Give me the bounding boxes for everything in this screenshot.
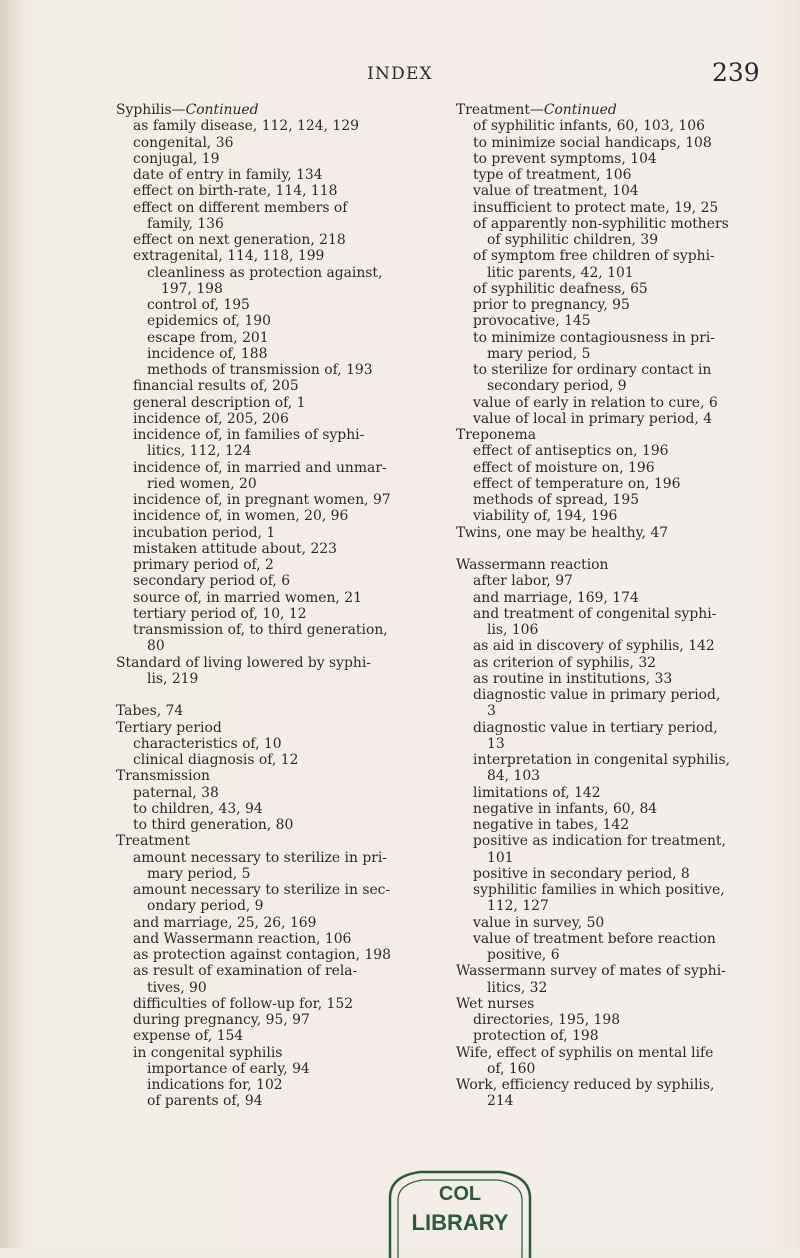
index-entry-text: amount necessary to sterilize in sec- bbox=[133, 882, 391, 898]
index-subentry bbox=[116, 1045, 434, 1061]
index-entry-text: to children, 43, 94 bbox=[133, 800, 263, 817]
index-subentry bbox=[456, 1028, 766, 1044]
stamp-arc-label: COL bbox=[438, 1183, 482, 1205]
index-subentry bbox=[456, 655, 766, 671]
index-subentry bbox=[116, 541, 434, 557]
index-subentry bbox=[456, 671, 766, 687]
index-subentry bbox=[456, 492, 766, 508]
page-number: 239 bbox=[712, 58, 760, 87]
index-entry-text: mary period, 5 bbox=[487, 345, 591, 362]
index-subentry bbox=[456, 866, 766, 882]
index-subentry bbox=[456, 167, 766, 183]
index-entry-text: secondary period of, 6 bbox=[133, 573, 291, 590]
index-subentry bbox=[456, 915, 766, 931]
index-subentry bbox=[456, 476, 766, 492]
index-subentry bbox=[456, 1061, 766, 1077]
index-subentry bbox=[116, 752, 434, 768]
index-subentry bbox=[116, 638, 434, 654]
index-entry-text: tertiary period of, 10, 12 bbox=[133, 605, 307, 622]
index-subentry bbox=[456, 801, 766, 817]
index-subentry bbox=[456, 330, 766, 346]
index-subentry bbox=[116, 135, 434, 151]
index-subentry bbox=[116, 866, 434, 882]
index-subentry bbox=[456, 118, 766, 134]
index-subentry bbox=[116, 427, 434, 443]
index-entry-text: negative in tabes, 142 bbox=[473, 817, 630, 833]
index-entry-text: 84, 103 bbox=[487, 768, 541, 785]
index-subentry bbox=[116, 557, 434, 573]
index-entry-text: incubation period, 1 bbox=[133, 524, 276, 541]
index-entry-text: of parents of, 94 bbox=[147, 1093, 263, 1110]
index-entry-text: limitations of, 142 bbox=[473, 784, 601, 801]
index-entry-text: methods of transmission of, 193 bbox=[147, 362, 373, 378]
index-entry-text: syphilitic families in which positive, bbox=[473, 882, 725, 898]
index-entry-text: litics, 32 bbox=[487, 979, 548, 996]
index-entry-text: Wife, effect of syphilis on mental life bbox=[456, 1044, 714, 1061]
index-subentry bbox=[456, 313, 766, 329]
index-heading bbox=[456, 427, 766, 443]
index-subentry bbox=[116, 590, 434, 606]
index-entry-text: of symptom free children of syphi- bbox=[473, 248, 715, 265]
index-entry-text: tives, 90 bbox=[147, 979, 207, 996]
index-subentry bbox=[116, 118, 434, 134]
index-entry-text: value of treatment, 104 bbox=[473, 183, 639, 200]
index-subentry bbox=[456, 200, 766, 216]
index-entry-text: cleanliness as protection against, bbox=[147, 264, 383, 281]
index-entry-text: Treatment— bbox=[456, 102, 544, 118]
index-subentry bbox=[116, 395, 434, 411]
index-entry-text: control of, 195 bbox=[147, 297, 250, 313]
index-subentry bbox=[116, 200, 434, 216]
index-entry-text: and marriage, 169, 174 bbox=[473, 589, 639, 606]
index-subentry bbox=[456, 265, 766, 281]
section-gap bbox=[116, 687, 434, 703]
index-entry-text: characteristics of, 10 bbox=[133, 735, 282, 752]
index-entry-text: 3 bbox=[487, 703, 496, 720]
index-entry-text: effect on birth-rate, 114, 118 bbox=[133, 183, 338, 200]
index-entry-text: Tertiary period bbox=[116, 719, 222, 736]
index-entry-text: importance of early, 94 bbox=[147, 1060, 310, 1077]
index-entry-text: insufficient to protect mate, 19, 25 bbox=[473, 199, 719, 216]
index-entry-text: 101 bbox=[487, 849, 514, 866]
index-entry-text: ondary period, 9 bbox=[147, 898, 264, 915]
index-subentry bbox=[116, 817, 434, 833]
index-entry-text: paternal, 38 bbox=[133, 784, 219, 801]
index-heading bbox=[456, 963, 766, 979]
index-subentry bbox=[456, 395, 766, 411]
index-subentry bbox=[456, 346, 766, 362]
index-entry-text: in congenital syphilis bbox=[133, 1044, 283, 1061]
index-entry-text: positive, 6 bbox=[487, 947, 560, 963]
index-entry-text: viability of, 194, 196 bbox=[473, 508, 618, 525]
index-entry-text: Twins, one may be healthy, 47 bbox=[456, 524, 669, 541]
index-entry-text: mistaken attitude about, 223 bbox=[133, 540, 337, 557]
index-subentry bbox=[116, 606, 434, 622]
index-entry-text: lis, 106 bbox=[487, 622, 539, 638]
index-subentry bbox=[116, 980, 434, 996]
index-subentry bbox=[456, 411, 766, 427]
index-entry-text: as routine in institutions, 33 bbox=[473, 670, 673, 687]
index-subentry bbox=[456, 931, 766, 947]
index-entry-text: of, 160 bbox=[487, 1060, 536, 1077]
index-entry-text: value of treatment before reaction bbox=[473, 930, 716, 947]
index-subentry bbox=[456, 833, 766, 849]
index-heading bbox=[116, 833, 434, 849]
index-heading bbox=[116, 655, 434, 671]
index-entry-text: lis, 219 bbox=[147, 670, 199, 687]
index-subentry bbox=[116, 411, 434, 427]
index-entry-text: incidence of, 205, 206 bbox=[133, 410, 289, 427]
index-entry-text: as aid in discovery of syphilis, 142 bbox=[473, 638, 715, 655]
index-subentry bbox=[456, 606, 766, 622]
index-subentry bbox=[116, 850, 434, 866]
index-entry-text: to minimize social handicaps, 108 bbox=[473, 134, 712, 151]
index-entry-text: ried women, 20 bbox=[147, 475, 257, 492]
index-entry-text: type of treatment, 106 bbox=[473, 167, 632, 183]
index-column-right bbox=[456, 102, 766, 1110]
index-entry-text: of apparently non-syphilitic mothers bbox=[473, 215, 729, 232]
index-entry-text: Transmission bbox=[116, 768, 210, 785]
index-subentry bbox=[456, 817, 766, 833]
index-heading bbox=[116, 703, 434, 719]
index-subentry bbox=[116, 362, 434, 378]
index-entry-text: effect of moisture on, 196 bbox=[473, 459, 655, 476]
index-heading bbox=[456, 102, 766, 118]
index-subentry bbox=[116, 476, 434, 492]
index-subentry bbox=[116, 297, 434, 313]
index-heading bbox=[456, 557, 766, 573]
index-entry-text: 197, 198 bbox=[161, 280, 223, 297]
index-heading bbox=[456, 1045, 766, 1061]
index-entry-text: diagnostic value in primary period, bbox=[473, 687, 721, 703]
index-subentry bbox=[456, 736, 766, 752]
index-entry-text: incidence of, in pregnant women, 97 bbox=[133, 492, 391, 508]
index-subentry bbox=[456, 378, 766, 394]
index-entry-text: methods of spread, 195 bbox=[473, 492, 640, 508]
index-entry-text: general description of, 1 bbox=[133, 394, 306, 411]
section-gap bbox=[456, 541, 766, 557]
index-subentry bbox=[116, 183, 434, 199]
index-subentry bbox=[116, 216, 434, 232]
index-entry-text: Treponema bbox=[456, 427, 536, 443]
index-entry-text: as protection against contagion, 198 bbox=[133, 947, 391, 963]
index-entry-text: interpretation in congenital syphilis, bbox=[473, 752, 730, 768]
index-heading bbox=[456, 525, 766, 541]
index-entry-text: mary period, 5 bbox=[147, 865, 251, 882]
index-subentry bbox=[456, 850, 766, 866]
index-subentry bbox=[456, 622, 766, 638]
index-subentry bbox=[456, 687, 766, 703]
index-entry-text: Treatment bbox=[116, 833, 190, 850]
stamp-label: LIBRARY bbox=[411, 1210, 509, 1235]
index-subentry bbox=[116, 931, 434, 947]
index-entry-text: positive in secondary period, 8 bbox=[473, 865, 690, 882]
index-entry-text: 13 bbox=[487, 735, 505, 752]
index-entry-text: Wassermann survey of mates of syphi- bbox=[456, 963, 726, 980]
index-subentry bbox=[456, 216, 766, 232]
index-entry-text: conjugal, 19 bbox=[133, 150, 220, 167]
index-entry-text: and marriage, 25, 26, 169 bbox=[133, 914, 317, 931]
index-subentry bbox=[116, 525, 434, 541]
index-subentry bbox=[456, 508, 766, 524]
index-subentry bbox=[456, 232, 766, 248]
index-subentry bbox=[116, 898, 434, 914]
index-subentry bbox=[116, 265, 434, 281]
index-entry-text: incidence of, in families of syphi- bbox=[133, 427, 365, 443]
index-subentry bbox=[116, 151, 434, 167]
index-column-left bbox=[116, 102, 434, 1110]
index-subentry bbox=[116, 508, 434, 524]
index-subentry bbox=[116, 1012, 434, 1028]
index-subentry bbox=[456, 1012, 766, 1028]
index-entry-text: diagnostic value in tertiary period, bbox=[473, 719, 718, 736]
index-subentry bbox=[116, 281, 434, 297]
index-entry-text: of syphilitic deafness, 65 bbox=[473, 280, 648, 297]
index-subentry bbox=[116, 785, 434, 801]
index-subentry bbox=[456, 1093, 766, 1109]
index-subentry bbox=[456, 638, 766, 654]
index-entry-text: of syphilitic infants, 60, 103, 106 bbox=[473, 118, 705, 135]
index-entry-text: escape from, 201 bbox=[147, 329, 269, 346]
index-entry-text: prior to pregnancy, 95 bbox=[473, 297, 630, 313]
running-head: INDEX bbox=[367, 64, 433, 84]
index-entry-text: of syphilitic children, 39 bbox=[487, 232, 659, 248]
index-subentry bbox=[116, 801, 434, 817]
index-subentry bbox=[116, 1077, 434, 1093]
index-entry-text: congenital, 36 bbox=[133, 134, 234, 151]
index-entry-text: litic parents, 42, 101 bbox=[487, 264, 634, 281]
index-entry-text: value in survey, 50 bbox=[473, 914, 605, 931]
index-entry-text: epidemics of, 190 bbox=[147, 313, 271, 330]
continued-label: Continued bbox=[543, 102, 617, 118]
index-subentry bbox=[116, 232, 434, 248]
index-entry-text: clinical diagnosis of, 12 bbox=[133, 752, 299, 768]
index-entry-text: to prevent symptoms, 104 bbox=[473, 150, 657, 167]
index-entry-text: to minimize contagiousness in pri- bbox=[473, 329, 715, 346]
page-spine-shadow bbox=[0, 0, 22, 1248]
index-entry-text: incidence of, 188 bbox=[147, 345, 268, 362]
index-entry-text: protection of, 198 bbox=[473, 1028, 599, 1045]
index-heading bbox=[116, 720, 434, 736]
index-entry-text: Standard of living lowered by syphi- bbox=[116, 654, 371, 671]
index-subentry bbox=[116, 460, 434, 476]
index-entry-text: effect on different members of bbox=[133, 199, 348, 216]
index-entry-text: extragenital, 114, 118, 199 bbox=[133, 248, 325, 265]
index-entry-text: and treatment of congenital syphi- bbox=[473, 605, 717, 622]
index-subentry bbox=[456, 768, 766, 784]
index-entry-text: as family disease, 112, 124, 129 bbox=[133, 118, 359, 135]
index-subentry bbox=[456, 362, 766, 378]
index-subentry bbox=[116, 346, 434, 362]
index-subentry bbox=[116, 882, 434, 898]
index-subentry bbox=[456, 135, 766, 151]
index-subentry bbox=[116, 492, 434, 508]
index-subentry bbox=[456, 297, 766, 313]
index-entry-text: negative in infants, 60, 84 bbox=[473, 800, 658, 817]
index-subentry bbox=[456, 785, 766, 801]
index-subentry bbox=[456, 460, 766, 476]
index-subentry bbox=[116, 963, 434, 979]
index-entry-text: effect of antiseptics on, 196 bbox=[473, 443, 669, 460]
index-heading bbox=[456, 996, 766, 1012]
index-entry-text: effect of temperature on, 196 bbox=[473, 475, 681, 492]
index-entry-text: primary period of, 2 bbox=[133, 557, 274, 573]
library-stamp bbox=[360, 1158, 560, 1258]
index-subentry bbox=[116, 443, 434, 459]
index-entry-text: 112, 127 bbox=[487, 898, 549, 915]
index-subentry bbox=[456, 898, 766, 914]
index-entry-text: secondary period, 9 bbox=[487, 378, 627, 395]
index-heading bbox=[116, 102, 434, 118]
index-entry-text: 80 bbox=[147, 638, 165, 655]
index-entry-text: Tabes, 74 bbox=[116, 703, 184, 720]
index-subentry bbox=[456, 248, 766, 264]
index-entry-text: financial results of, 205 bbox=[133, 378, 299, 395]
index-entry-text: incidence of, in women, 20, 96 bbox=[133, 508, 349, 525]
index-entry-text: positive as indication for treatment, bbox=[473, 833, 726, 850]
index-entry-text: value of local in primary period, 4 bbox=[473, 410, 713, 427]
index-entry-text: Work, efficiency reduced by syphilis, bbox=[456, 1077, 715, 1093]
index-subentry bbox=[116, 167, 434, 183]
index-subentry bbox=[456, 151, 766, 167]
index-entry-text: provocative, 145 bbox=[473, 313, 591, 330]
index-subentry bbox=[116, 1028, 434, 1044]
index-subentry bbox=[116, 1093, 434, 1109]
index-entry-text: during pregnancy, 95, 97 bbox=[133, 1012, 310, 1028]
index-entry-text: incidence of, in married and unmar- bbox=[133, 459, 387, 476]
index-heading bbox=[116, 768, 434, 784]
index-entry-text: effect on next generation, 218 bbox=[133, 232, 346, 248]
index-entry-text: 214 bbox=[487, 1093, 514, 1110]
index-subentry bbox=[116, 1061, 434, 1077]
index-entry-text: to third generation, 80 bbox=[133, 817, 294, 833]
index-heading bbox=[456, 1077, 766, 1093]
index-subentry bbox=[456, 703, 766, 719]
index-subentry bbox=[116, 736, 434, 752]
index-subentry bbox=[456, 947, 766, 963]
index-entry-text: difficulties of follow-up for, 152 bbox=[133, 995, 354, 1012]
index-subentry bbox=[116, 330, 434, 346]
index-entry-text: source of, in married women, 21 bbox=[133, 589, 362, 606]
index-subentry bbox=[116, 671, 434, 687]
index-entry-text: Wassermann reaction bbox=[456, 557, 609, 573]
index-entry-text: as result of examination of rela- bbox=[133, 963, 358, 980]
index-subentry bbox=[456, 281, 766, 297]
index-entry-text: Wet nurses bbox=[456, 995, 535, 1012]
index-entry-text: and Wassermann reaction, 106 bbox=[133, 930, 352, 947]
continued-label: Continued bbox=[185, 102, 259, 118]
index-subentry bbox=[116, 915, 434, 931]
index-subentry bbox=[456, 183, 766, 199]
index-subentry bbox=[456, 573, 766, 589]
index-entry-text: as criterion of syphilis, 32 bbox=[473, 654, 656, 671]
index-entry-text: directories, 195, 198 bbox=[473, 1012, 621, 1028]
index-subentry bbox=[456, 752, 766, 768]
index-subentry bbox=[116, 313, 434, 329]
index-subentry bbox=[456, 443, 766, 459]
index-entry-text: after labor, 97 bbox=[473, 573, 573, 590]
index-subentry bbox=[456, 590, 766, 606]
index-subentry bbox=[116, 947, 434, 963]
index-entry-text: family, 136 bbox=[147, 215, 224, 232]
index-subentry bbox=[456, 720, 766, 736]
index-entry-text: indications for, 102 bbox=[147, 1077, 283, 1093]
index-subentry bbox=[116, 622, 434, 638]
index-entry-text: litics, 112, 124 bbox=[147, 443, 252, 460]
index-subentry bbox=[116, 378, 434, 394]
index-entry-text: Syphilis— bbox=[116, 102, 186, 118]
index-subentry bbox=[456, 980, 766, 996]
index-subentry bbox=[456, 882, 766, 898]
index-entry-text: to sterilize for ordinary contact in bbox=[473, 362, 712, 378]
index-entry-text: value of early in relation to cure, 6 bbox=[473, 394, 718, 411]
index-subentry bbox=[116, 996, 434, 1012]
index-subentry bbox=[116, 248, 434, 264]
index-entry-text: transmission of, to third generation, bbox=[133, 622, 388, 638]
index-entry-text: amount necessary to sterilize in pri- bbox=[133, 849, 387, 866]
index-subentry bbox=[116, 573, 434, 589]
index-entry-text: expense of, 154 bbox=[133, 1028, 244, 1045]
index-entry-text: date of entry in family, 134 bbox=[133, 167, 323, 183]
